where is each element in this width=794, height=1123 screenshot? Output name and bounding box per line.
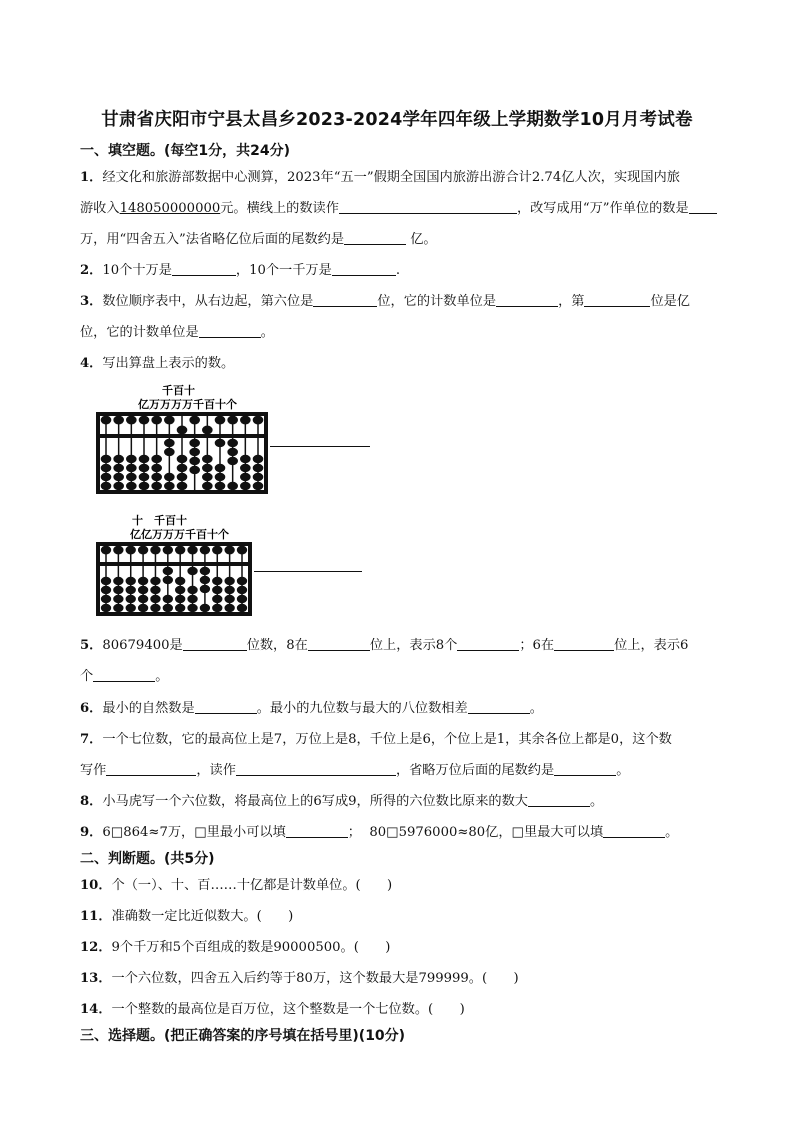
abacus-2-beads [101,544,247,614]
abacus-bead [189,466,200,474]
question-4 [80,352,740,371]
question-5-text-b: 位数，8在 [246,638,308,653]
abacus-bead [177,455,188,463]
answer-blank[interactable] [199,324,261,338]
answer-blank[interactable] [457,637,519,651]
abacus-bead [175,586,185,594]
answer-blank[interactable] [603,824,665,838]
abacus-bead [224,595,234,603]
abacus-bead [175,577,185,585]
abacus-bead [113,455,124,463]
abacus-bead [200,567,210,575]
abacus-1-image [94,378,270,496]
question-1-text-c: ，改写成用“万”作单位的数是 [516,201,689,216]
question-1-text: 经文化和旅游部数据中心测算，2023年“五一”假期全国国内旅游出游合计2.74亿人次，实现国内旅 [102,170,680,185]
abacus-bead [150,546,160,555]
abacus-bead [187,567,197,575]
question-6-text-b: 。最小的九位数与最大的八位数相差 [256,701,468,716]
abacus-bead [177,464,188,472]
abacus-bead [139,482,150,490]
question-7-number: 7． [80,732,103,747]
abacus-bead [163,595,173,603]
question-1-number-value: 148050000000 [119,201,221,216]
question-7-line-2 [80,759,740,778]
question-9-text-a: 6□864≈7万，□里最小可以填 [102,825,286,840]
abacus-bead [113,577,123,585]
abacus-bead [227,448,238,456]
question-14-text: 一个整数的最高位是百万位，这个整数是一个七位数。( ) [111,1002,465,1017]
abacus-bead [113,546,123,555]
question-9-text-c: 80□5976000≈80亿，□里最大可以填 [369,825,604,840]
abacus-bead [163,604,173,612]
abacus-bead [237,586,247,594]
question-3-line-1 [80,290,740,309]
question-3-text-d: 位是亿 [650,294,690,309]
question-6-number: 6． [80,701,103,716]
abacus-bead [101,604,111,612]
abacus-bead [240,464,251,472]
abacus-bead [113,416,124,425]
abacus-bead [253,455,264,463]
abacus-bead [138,595,148,603]
answer-blank[interactable] [554,637,614,651]
abacus-bead [113,464,124,472]
abacus-bead [138,586,148,594]
question-5-text-g: 。 [155,669,169,684]
question-12-number: 12． [80,940,112,955]
abacus-bead [138,546,148,555]
abacus-bead [101,455,112,463]
abacus-bead [200,604,210,612]
abacus-bead [189,448,200,456]
abacus-bead [126,595,136,603]
abacus-bead [224,546,234,555]
answer-blank[interactable] [172,262,236,276]
question-3-text-b: 位，它的计数单位是 [377,294,497,309]
question-8-text-b: 。 [589,794,604,809]
question-1-number: 1． [80,170,103,185]
question-5-number: 5． [80,638,103,653]
abacus-bead [151,464,162,472]
abacus-bead [240,416,251,425]
question-14-number: 14． [80,1002,112,1017]
abacus-bead [150,586,160,594]
answer-line-abacus-2[interactable] [254,571,362,572]
question-5-text-e: 位上，表示6 [614,638,689,653]
abacus-bead [126,473,137,481]
abacus-bead [202,426,213,435]
answer-blank[interactable] [344,231,406,245]
abacus-bead [175,604,185,612]
question-10-number: 10． [80,878,112,893]
abacus-bead [164,416,175,425]
abacus-bead [237,577,247,585]
abacus-bead [224,586,234,594]
abacus-bead [212,577,222,585]
abacus-bead [253,482,264,490]
answer-blank[interactable] [195,700,257,714]
abacus-bead [101,546,111,555]
abacus-bead [113,473,124,481]
abacus-bead [215,482,226,490]
abacus-bead [139,416,150,425]
question-9-text-d: 。 [665,825,679,840]
abacus-bead [237,546,247,555]
abacus-1-top-labels: 千百十 [162,384,195,397]
question-3-number: 3． [80,294,103,309]
abacus-bead [150,604,160,612]
question-7-text: 一个七位数，它的最高位上是7，万位上是8，千位上是6，个位上是1，其余各位上都是0，这个数 [102,732,672,747]
abacus-bead [189,416,200,425]
abacus-2-bottom-labels: 亿亿万万万千百十个 [130,528,229,541]
abacus-bead [101,586,111,594]
abacus-bead [202,482,213,490]
question-5-text-f: 个 [80,669,94,684]
answer-blank[interactable] [584,293,650,307]
question-8-text-a: 小马虎写一个六位数，将最高位上的6写成9，所得的六位数比原来的数大 [102,794,528,809]
abacus-bead [101,416,112,425]
question-7-text-b: ，读作 [196,763,236,778]
abacus-1-bottom-labels: 亿万万万万千百十个 [138,398,237,411]
question-5-text-a: 80679400是 [102,638,183,653]
section-multiple-choice: 三、选择题。(把正确答案的序号填在括号里)(10分) [80,1028,406,1044]
abacus-bead [202,464,213,472]
question-9-text-b: ； [347,825,361,840]
abacus-bead [126,577,136,585]
answer-blank[interactable] [554,762,616,776]
question-12-text: 9个千万和5个百组成的数是90000500。( ) [111,940,391,955]
abacus-bead [113,604,123,612]
question-3-line-2 [80,321,740,340]
question-10 [80,874,740,893]
abacus-bead [151,473,162,481]
abacus-bead [215,464,226,472]
abacus-bead [138,577,148,585]
abacus-bead [163,546,173,555]
abacus-bead [189,457,200,465]
abacus-bead [237,595,247,603]
abacus-1-beads [101,414,264,492]
abacus-bead [227,457,238,465]
abacus-bead [126,546,136,555]
question-9-number: 9． [80,825,103,840]
section-true-false: 二、判断题。(共5分) [80,851,215,867]
abacus-bead [187,586,197,594]
question-11-number: 11． [80,909,112,924]
abacus-bead [113,482,124,490]
question-5-line-1 [80,634,740,653]
abacus-bead [139,473,150,481]
question-8 [80,790,740,809]
abacus-bead [215,439,226,447]
question-1-line-3 [80,228,740,247]
abacus-bead [139,455,150,463]
abacus-bead [163,576,173,584]
abacus-bead [101,473,112,481]
abacus-2-top-labels: 十 千百十 [132,514,187,527]
abacus-bead [113,595,123,603]
abacus-bead [101,595,111,603]
abacus-bead [164,448,175,456]
abacus-bead [202,455,213,463]
question-6-text-c: 。 [529,701,543,716]
abacus-bead [126,464,137,472]
question-2-number: 2． [80,263,103,278]
question-9 [80,821,740,840]
answer-line-abacus-1[interactable] [270,446,370,447]
question-2-text-c: . [395,263,401,278]
question-4-text: 写出算盘上表示的数。 [102,356,235,371]
answer-blank[interactable] [106,762,196,776]
abacus-bead [200,585,210,593]
question-1-text-b: 元。横线上的数读作 [220,201,339,216]
question-11-text: 准确数一定比近似数大。( ) [111,909,294,924]
abacus-bead [187,604,197,612]
question-13 [80,967,740,986]
answer-blank[interactable] [286,824,348,838]
answer-blank[interactable] [313,293,377,307]
abacus-bead [227,439,238,447]
answer-blank[interactable] [468,700,530,714]
abacus-bead [126,416,137,425]
abacus-bead [177,426,188,435]
answer-blank[interactable] [236,762,396,776]
question-7-text-d: 。 [616,763,630,778]
abacus-bead [189,439,200,447]
question-4-number: 4． [80,356,103,371]
abacus-bead [215,416,226,425]
question-5-text-d: ；6在 [519,638,555,653]
abacus-bead [139,464,150,472]
abacus-bead [200,546,210,555]
abacus-bead [177,473,188,481]
question-6 [80,697,740,716]
answer-blank[interactable] [496,293,558,307]
answer-blank[interactable] [308,637,370,651]
abacus-bead [177,482,188,490]
abacus-bead [212,604,222,612]
question-1-line-1 [80,166,740,185]
question-5-text-c: 位上，表示8个 [369,638,458,653]
abacus-bead [253,464,264,472]
question-14 [80,998,740,1017]
question-3-text-a: 数位顺序表中，从右边起，第六位是 [102,294,314,309]
question-11 [80,905,740,924]
question-13-number: 13． [80,971,112,986]
question-2-text-b: ，10个一千万是 [235,263,332,278]
question-12 [80,936,740,955]
abacus-bead [113,586,123,594]
abacus-bead [224,604,234,612]
question-7-text-a: 写作 [80,763,107,778]
abacus-bead [212,595,222,603]
exam-title: 甘肃省庆阳市宁县太昌乡2023-2024学年四年级上学期数学10月月考试卷 [101,110,693,130]
question-1-line-2 [80,197,740,216]
answer-blank[interactable] [689,200,717,214]
abacus-bead [126,604,136,612]
abacus-bead [164,473,175,481]
question-2-text-a: 10个十万是 [102,263,172,278]
abacus-bead [253,473,264,481]
answer-blank[interactable] [528,793,590,807]
abacus-bead [240,482,251,490]
abacus-bead [240,473,251,481]
question-1-text-a: 游收入 [80,201,120,216]
abacus-bead [151,455,162,463]
answer-blank[interactable] [332,262,396,276]
abacus-2-image [94,508,254,618]
question-5-line-2 [80,665,740,684]
abacus-bead [187,546,197,555]
abacus-bead [126,586,136,594]
answer-blank[interactable] [339,200,517,214]
abacus-bead [101,464,112,472]
question-1-text-d: 万，用“四舍五入”法省略亿位后面的尾数约是 [80,232,345,247]
question-6-text-a: 最小的自然数是 [102,701,195,716]
abacus-bead [215,473,226,481]
abacus-bead [138,604,148,612]
question-13-text: 一个六位数，四舍五入后约等于80万，这个数最大是799999。( ) [111,971,519,986]
answer-blank[interactable] [183,637,247,651]
abacus-bead [200,576,210,584]
abacus-bead [212,586,222,594]
abacus-bead [164,482,175,490]
question-2 [80,259,740,278]
abacus-bead [227,416,238,425]
abacus-bead [150,595,160,603]
abacus-bead [202,473,213,481]
abacus-bead [126,482,137,490]
abacus-bead [224,577,234,585]
abacus-bead [151,482,162,490]
abacus-bead [212,546,222,555]
answer-blank[interactable] [93,668,155,682]
section-fill-blank: 一、填空题。(每空1分，共24分) [80,143,291,159]
abacus-bead [227,482,238,490]
question-8-number: 8． [80,794,103,809]
abacus-bead [164,439,175,447]
question-3-text-e: 位，它的计数单位是 [80,325,199,340]
question-3-text-f: 。 [260,325,274,340]
question-1-text-e: 亿。 [410,232,437,247]
abacus-bead [253,416,264,425]
abacus-bead [175,595,185,603]
abacus-bead [175,546,185,555]
abacus-bead [101,577,111,585]
question-3-text-c: ，第 [558,294,585,309]
abacus-bead [151,416,162,425]
abacus-bead [240,455,251,463]
question-7-text-c: ，省略万位后面的尾数约是 [395,763,555,778]
abacus-bead [163,567,173,575]
abacus-bead [187,595,197,603]
abacus-bead [126,455,137,463]
abacus-bead [101,482,112,490]
abacus-bead [150,577,160,585]
question-7-line-1 [80,728,740,747]
abacus-bead [237,604,247,612]
question-10-text: 个（一）、十、百……十亿都是计数单位。( ) [111,878,393,893]
